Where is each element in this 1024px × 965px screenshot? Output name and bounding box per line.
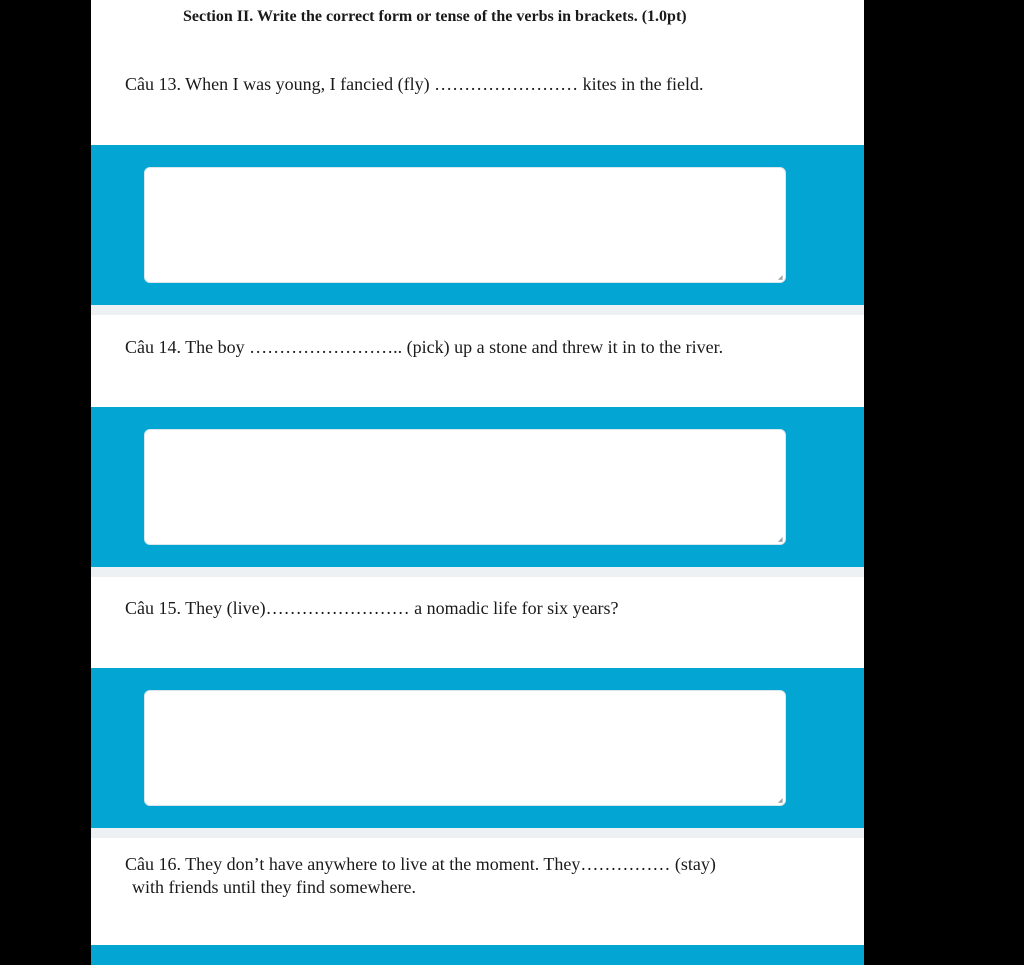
answer-input-14[interactable] (144, 429, 786, 545)
resize-handle-icon[interactable]: ◢ (778, 536, 783, 543)
worksheet-page (91, 0, 864, 965)
section-heading: Section II. Write the correct form or tense of the verbs in brackets. (1.0pt) (183, 8, 687, 25)
question-16-line-1: Câu 16. They don’t have anywhere to live at the moment. They…………… (stay) (125, 854, 716, 874)
resize-handle-icon[interactable]: ◢ (778, 797, 783, 804)
answer-panel-14 (91, 407, 864, 567)
answer-input-15[interactable] (144, 690, 786, 806)
question-14: Câu 14. The boy …………………….. (pick) up a stone and threw it in to the river. (125, 337, 724, 357)
question-15: Câu 15. They (live)…………………… a nomadic life for six years? (125, 598, 619, 618)
question-16 (125, 853, 716, 899)
resize-handle-icon[interactable]: ◢ (778, 274, 783, 281)
answer-input-13[interactable] (144, 167, 786, 283)
answer-panel-13 (91, 145, 864, 305)
question-13: Câu 13. When I was young, I fancied (fly) …………………… kites in the field. (125, 74, 704, 94)
answer-panel-16 (91, 945, 864, 965)
answer-panel-15 (91, 668, 864, 828)
question-16-line-2: with friends until they find somewhere. (132, 877, 416, 897)
